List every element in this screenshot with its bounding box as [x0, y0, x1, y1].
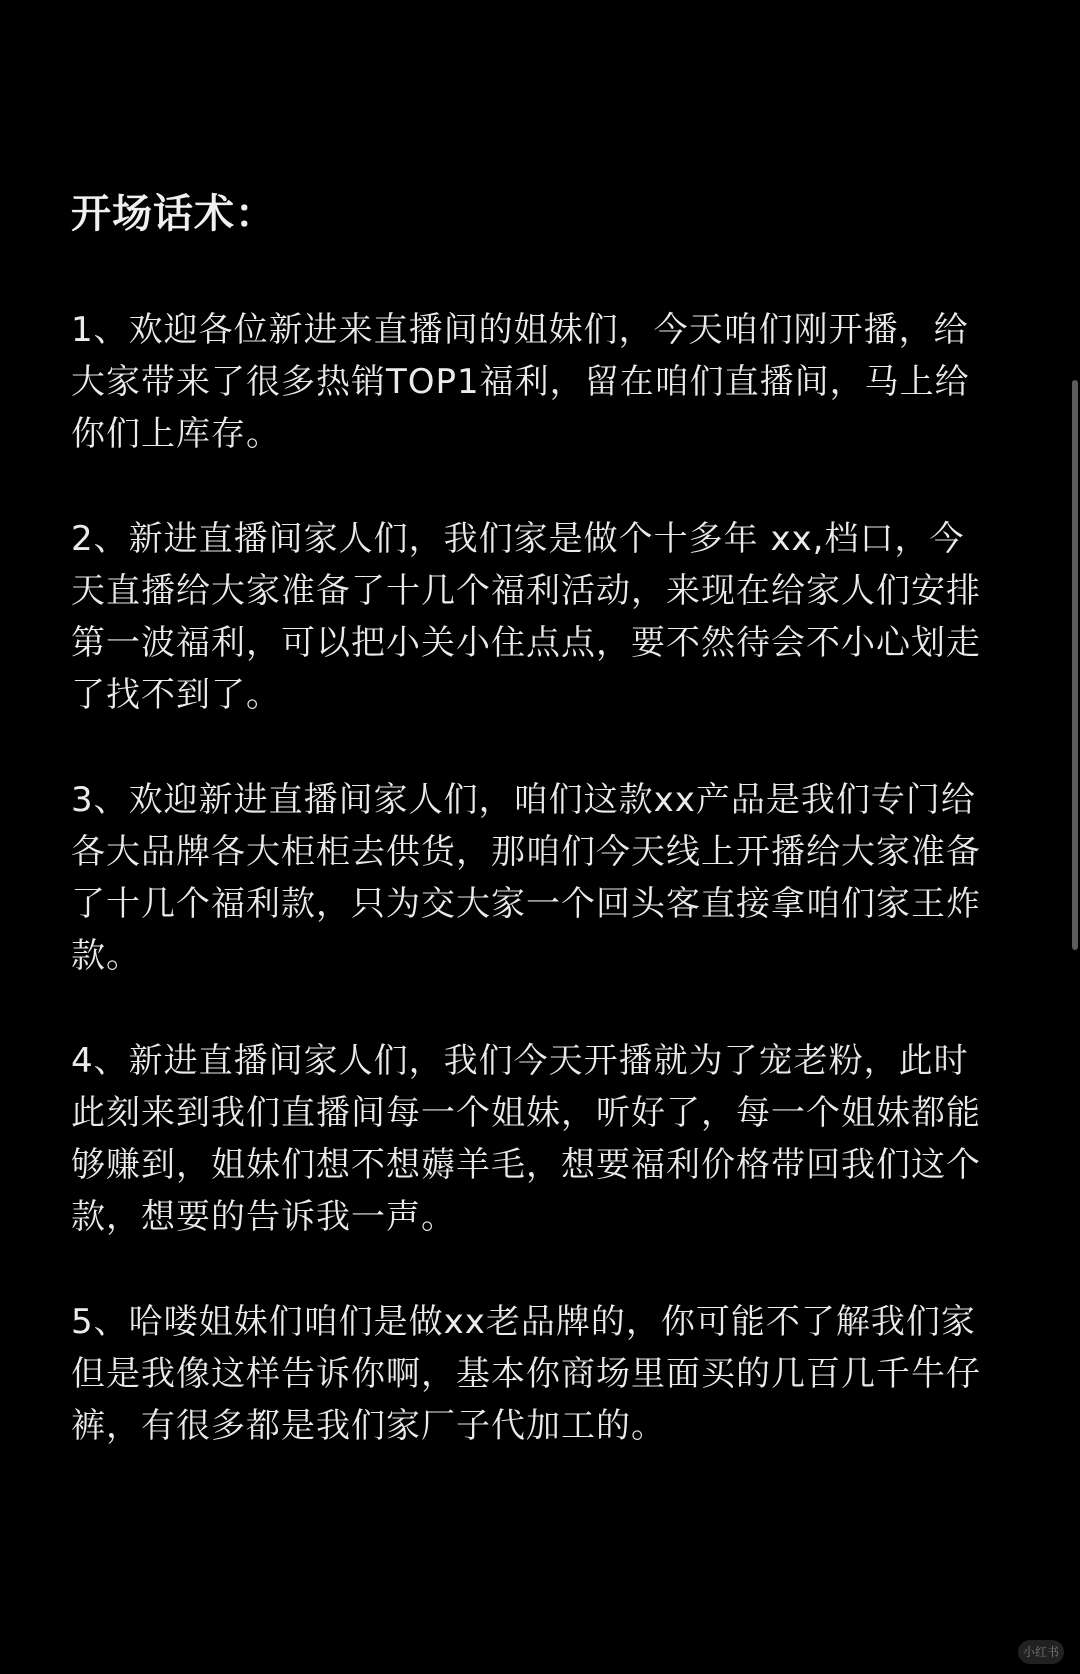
note-content	[71, 186, 1021, 1505]
paragraph-3: 3、欢迎新进直播间家人们，咱们这款xx产品是我们专门给 各大品牌各大柜柜去供货，那咱们今天线上开播给大家准备 了十几个福利款，只为交大家一个回头客直接拿咱们家王炸 款。	[71, 780, 981, 976]
scrollbar-thumb[interactable]	[1072, 380, 1078, 950]
paragraph-4: 4、新进直播间家人们，我们今天开播就为了宠老粉，此时 此刻来到我们直播间每一个姐妹，听好了，每一个姐妹都能 够赚到，姐妹们想不想薅羊毛，想要福利价格带回我们这个 款，想要的告诉我一声。	[71, 1041, 981, 1237]
note-title: 开场话术：	[71, 191, 276, 237]
paragraph-1: 1、欢迎各位新进来直播间的姐妹们，今天咱们刚开播，给 大家带来了很多热销TOP1福利，留在咱们直播间，马上给 你们上库存。	[71, 310, 970, 454]
paragraph-2: 2、新进直播间家人们，我们家是做个十多年 xx,档口，今 天直播给大家准备了十几个福利活动，来现在给家人们安排 第一波福利，可以把小关小住点点，要不然待会不小心划走 了找不到了。	[71, 519, 981, 715]
paragraph-5: 5、哈喽姐妹们咱们是做xx老品牌的，你可能不了解我们家 但是我像这样告诉你啊，基本你商场里面买的几百几千牛仔 裤，有很多都是我们家厂子代加工的。	[71, 1302, 981, 1446]
vertical-scrollbar[interactable]	[1068, 380, 1078, 950]
watermark-badge: 小红书	[1018, 1640, 1064, 1664]
paragraph-list	[71, 304, 1021, 1452]
